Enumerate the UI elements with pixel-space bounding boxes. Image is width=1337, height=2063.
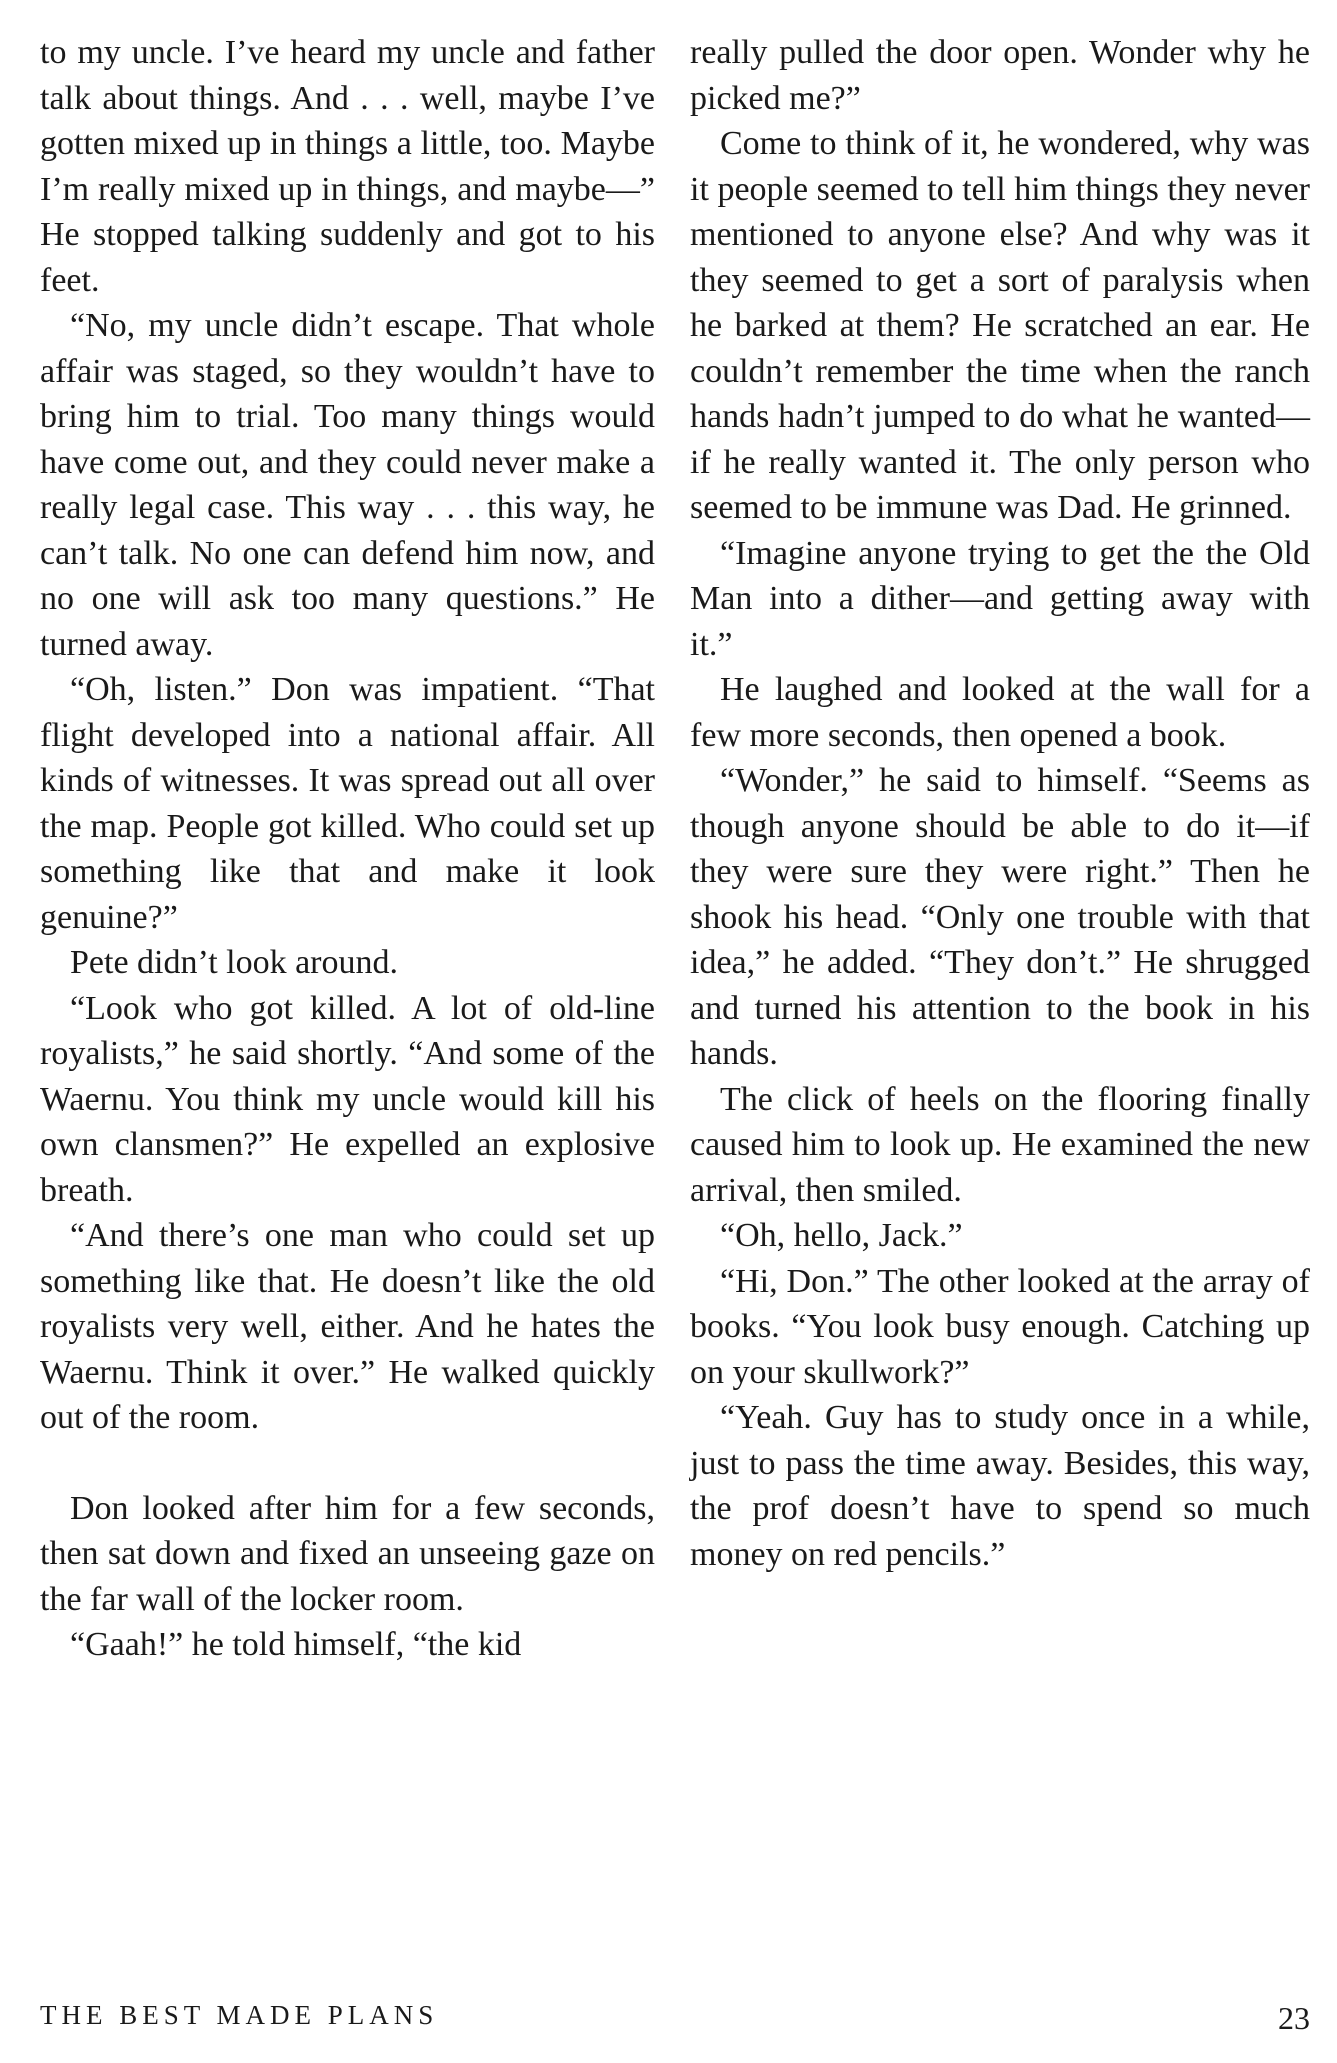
paragraph: He laughed and looked at the wall for a few more seconds, then opened a book. <box>690 671 1310 754</box>
paragraph: “Hi, Don.” The other looked at the array of books. “You look busy enough. Catching up on your skullwork?” <box>690 1262 1310 1391</box>
paragraph: to my uncle. I’ve heard my uncle and father talk about things. And . . . well, maybe I’ve gotten mixed up in things a little, too. Maybe I’m really mixed up in things, and maybe—” He stopped talking suddenly and got to his feet. <box>40 34 655 299</box>
paragraph: The click of heels on the flooring finally caused him to look up. He examined the new arrival, then smiled. <box>690 1080 1310 1209</box>
left-text-column <box>40 30 655 1668</box>
paragraph: really pulled the door open. Wonder why he picked me?” <box>690 34 1310 117</box>
right-text-column <box>690 30 1310 1577</box>
running-title: THE BEST MADE PLANS <box>40 2000 439 2030</box>
paragraph: “Yeah. Guy has to study once in a while, just to pass the time away. Besides, this way, the prof doesn’t have to spend so much money on red pencils.” <box>690 1399 1310 1573</box>
paragraph: “Look who got killed. A lot of old-line royalists,” he said shortly. “And some of the Waernu. You think my uncle would kill his own clansmen?” He expelled an explosive breath. <box>40 989 655 1209</box>
paragraph: Come to think of it, he wondered, why was it people seemed to tell him things they never mentioned to anyone else? And why was it they seemed to get a sort of paralysis when he barked at them? He scratched an ear. He couldn’t remember the time when the ranch hands hadn’t jumped to do what he wanted—if he really wanted it. The only person who seemed to be immune was Dad. He grinned. <box>690 125 1310 526</box>
paragraph: Pete didn’t look around. <box>70 944 398 981</box>
page-footer <box>40 2000 1310 2040</box>
paragraph: “And there’s one man who could set up something like that. He doesn’t like the old royalists very well, either. And he hates the Waernu. Think it over.” He walked quickly out of the room. <box>40 1217 655 1436</box>
paragraph: “Oh, hello, Jack.” <box>720 1217 963 1254</box>
page-number: 23 <box>1278 2000 1310 2036</box>
paragraph: “Oh, listen.” Don was impatient. “That flight developed into a national affair. All kinds of witnesses. It was spread out all over the map. People got killed. Who could set up something like that and make it look genuine?” <box>40 671 655 936</box>
paragraph: “No, my uncle didn’t escape. That whole affair was staged, so they wouldn’t have to bring him to trial. Too many things would have come out, and they could never make a really legal case. This way . . . this way, he can’t talk. No one can defend him now, and no one will ask too many questions.” He turned away. <box>40 307 655 663</box>
paragraph: Don looked after him for a few seconds, then sat down and fixed an unseeing gaze on the far wall of the locker room. <box>40 1489 655 1618</box>
paragraph: “Imagine anyone trying to get the the Old Man into a dither—and getting away with it.” <box>690 534 1310 663</box>
paragraph: “Gaah!” he told himself, “the kid <box>70 1626 522 1663</box>
paragraph: “Wonder,” he said to himself. “Seems as though anyone should be able to do it—if they were sure they were right.” Then he shook his head. “Only one trouble with that idea,” he added. “They don’t.” He shrugged and turned his attention to the book in his hands. <box>690 762 1310 1072</box>
